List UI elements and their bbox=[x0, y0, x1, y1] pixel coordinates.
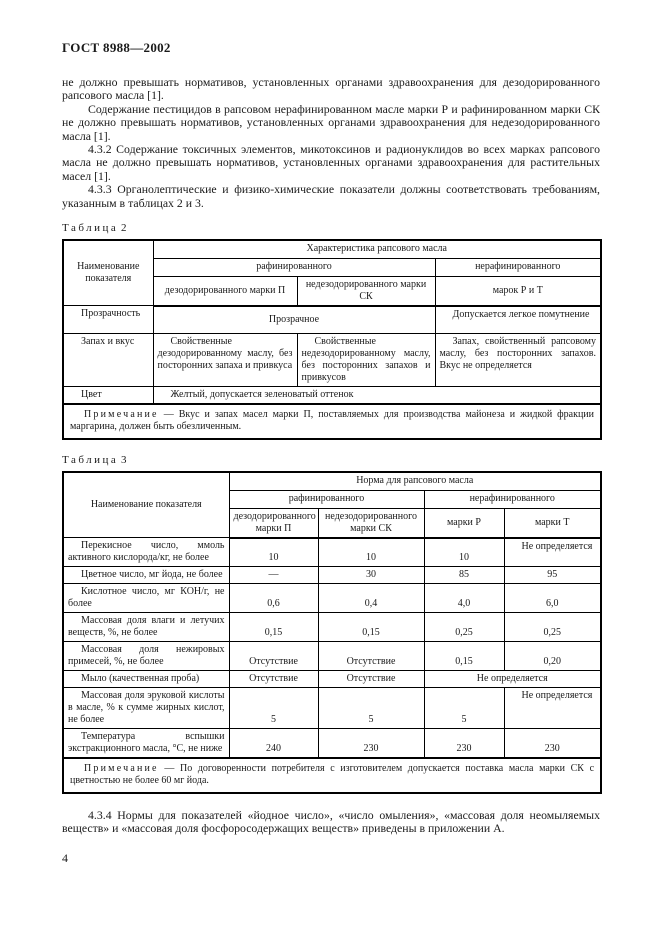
table-row bbox=[63, 584, 601, 613]
row-label-peroxide: Перекисное число, ммоль активного кислорода/кг, не более bbox=[63, 538, 229, 567]
value-cell: 0,20 bbox=[504, 642, 601, 671]
value-cell: Отсутствие bbox=[229, 642, 318, 671]
closing-text bbox=[62, 809, 600, 836]
body-text bbox=[62, 76, 600, 210]
row-label-odor-taste: Запах и вкус bbox=[63, 334, 153, 387]
value-cell: Желтый, допускается зеленоватый оттенок bbox=[153, 387, 601, 405]
table-row bbox=[63, 688, 601, 729]
value-cell: Отсутствие bbox=[229, 671, 318, 688]
table-row bbox=[63, 538, 601, 567]
value-cell: — bbox=[229, 567, 318, 584]
value-cell: Не определяется bbox=[504, 688, 601, 729]
value-cell: 5 bbox=[318, 688, 424, 729]
row-label-erucic-acid: Массовая доля эруковой кислоты в масле, % к сумме жирных кислот, не более bbox=[63, 688, 229, 729]
table3 bbox=[62, 471, 602, 794]
table2-header-refined: рафинированного bbox=[153, 258, 435, 276]
table3-caption bbox=[62, 454, 600, 466]
table2-caption-word: Таблица bbox=[62, 222, 119, 235]
table3-header-sub-deo: дезодорированного марки П bbox=[229, 508, 318, 538]
table-row bbox=[63, 671, 601, 688]
value-cell: 0,15 bbox=[424, 642, 504, 671]
value-cell: Прозрачное bbox=[153, 306, 435, 334]
row-label-acid-number: Кислотное число, мг КОН/г, не более bbox=[63, 584, 229, 613]
table-row bbox=[63, 567, 601, 584]
row-label-moisture: Массовая доля влаги и летучих веществ, %, не более bbox=[63, 613, 229, 642]
value-cell: Не определяется bbox=[504, 538, 601, 567]
row-label-flash-point: Температура вспышки экстракционного масла, °С, не ниже bbox=[63, 729, 229, 759]
table3-header-refined: рафинированного bbox=[229, 490, 424, 508]
table3-header-unrefined: нерафинированного bbox=[424, 490, 601, 508]
value-cell: 230 bbox=[504, 729, 601, 759]
value-cell: 30 bbox=[318, 567, 424, 584]
value-cell: 0,15 bbox=[229, 613, 318, 642]
value-cell: Свойственные недезодорированному маслу, без посторонних запахов и привкусов bbox=[297, 334, 435, 387]
value-cell: 240 bbox=[229, 729, 318, 759]
value-cell: Допускается легкое помутнение bbox=[435, 306, 601, 334]
value-cell: 10 bbox=[318, 538, 424, 567]
paragraph-pesticides: Содержание пестицидов в рапсовом нерафинированном масле марки Р и рафинированном марки СК не должно превышать нормативов, установленных органами здравоохранения для недезодорированного масла [1]. bbox=[62, 101, 600, 143]
row-label-color: Цвет bbox=[63, 387, 153, 405]
value-cell: 5 bbox=[424, 688, 504, 729]
row-label-nonfat-impurities: Массовая доля нежировых примесей, %, не более bbox=[63, 642, 229, 671]
table3-note-row bbox=[63, 758, 601, 793]
value-cell: Запах, свойственный рапсовому маслу, без посторонних запахов. Вкус не определяется bbox=[435, 334, 601, 387]
table2-note-row bbox=[63, 404, 601, 439]
value-cell: 5 bbox=[229, 688, 318, 729]
table3-header-name: Наименование показателя bbox=[63, 472, 229, 538]
value-cell: 4,0 bbox=[424, 584, 504, 613]
table2-header-sub-deo: дезодорированного марки П bbox=[153, 276, 297, 306]
value-cell: 0,25 bbox=[424, 613, 504, 642]
table2-header-sub-marks: марок Р и Т bbox=[435, 276, 601, 306]
table2-note bbox=[63, 404, 601, 439]
table3-header-sub-nedeo: недезодорированного марки СК bbox=[318, 508, 424, 538]
table-row bbox=[63, 729, 601, 759]
value-cell: Не определяется bbox=[424, 671, 601, 688]
table2 bbox=[62, 239, 602, 440]
table3-header-sub-r: марки Р bbox=[424, 508, 504, 538]
table-row bbox=[63, 642, 601, 671]
table3-caption-word: Таблица bbox=[62, 454, 119, 467]
table2-header-unrefined: нерафинированного bbox=[435, 258, 601, 276]
table2-header-name: Наименование показателя bbox=[63, 240, 153, 306]
value-cell: 95 bbox=[504, 567, 601, 584]
table2-caption bbox=[62, 222, 600, 234]
value-cell: 10 bbox=[229, 538, 318, 567]
paragraph-4-3-2: 4.3.2 Содержание токсичных элементов, микотоксинов и радионуклидов во всех марках рапсового масла не должно превышать нормативов, установленных органами здравоохранения для растительных масел [1]. bbox=[62, 142, 600, 183]
table-row bbox=[63, 613, 601, 642]
table-row bbox=[63, 387, 601, 405]
paragraph-4-3-4: 4.3.4 Нормы для показателей «йодное число», «число омыления», «массовая доля неомыляемых веществ» и «массовая доля фосфоросодержащих веществ» приведены в приложении А. bbox=[62, 808, 600, 836]
value-cell: Отсутствие bbox=[318, 642, 424, 671]
note-text: — По договоренности потребителя с изготовителем допускается поставка масла марки СК с цветностью не более 60 мг йода. bbox=[70, 763, 595, 787]
value-cell: Свойственные дезодорированному маслу, без посторонних запаха и привкуса bbox=[153, 334, 297, 387]
table2-header-sub-nedeo: недезодорированного марки СК bbox=[297, 276, 435, 306]
value-cell: 85 bbox=[424, 567, 504, 584]
table-row bbox=[63, 334, 601, 387]
row-label-soap: Мыло (качественная проба) bbox=[63, 671, 229, 688]
value-cell: 0,6 bbox=[229, 584, 318, 613]
table3-note bbox=[63, 758, 601, 793]
row-label-color-number: Цветное число, мг йода, не более bbox=[63, 567, 229, 584]
paragraph-4-3-3: 4.3.3 Органолептические и физико-химические показатели должны соответствовать требованиям, указанным в таблицах 2 и 3. bbox=[62, 182, 600, 210]
value-cell: Отсутствие bbox=[318, 671, 424, 688]
note-text: — Вкус и запах масел марки П, поставляемых для производства майонеза и жидкой фракции маргарина, должен быть обезличенным. bbox=[70, 409, 595, 433]
value-cell: 230 bbox=[318, 729, 424, 759]
value-cell: 0,4 bbox=[318, 584, 424, 613]
paragraph-continuation: не должно превышать нормативов, установленных органами здравоохранения для дезодорированного рапсового масла [1]. bbox=[62, 75, 600, 103]
table3-header-span-title: Норма для рапсового масла bbox=[229, 472, 601, 490]
value-cell: 10 bbox=[424, 538, 504, 567]
note-label: Примечание bbox=[84, 409, 159, 421]
table2-header-span-title: Характеристика рапсового масла bbox=[153, 240, 601, 258]
value-cell: 0,15 bbox=[318, 613, 424, 642]
table3-header-sub-t: марки Т bbox=[504, 508, 601, 538]
page-number: 4 bbox=[62, 850, 68, 865]
table3-caption-number: 3 bbox=[121, 454, 127, 467]
value-cell: 230 bbox=[424, 729, 504, 759]
note-label: Примечание bbox=[84, 763, 159, 775]
value-cell: 0,25 bbox=[504, 613, 601, 642]
doc-number: ГОСТ 8988—2002 bbox=[62, 40, 171, 55]
row-label-transparency: Прозрачность bbox=[63, 306, 153, 334]
table-row bbox=[63, 306, 601, 334]
value-cell: 6,0 bbox=[504, 584, 601, 613]
table2-caption-number: 2 bbox=[121, 222, 127, 235]
